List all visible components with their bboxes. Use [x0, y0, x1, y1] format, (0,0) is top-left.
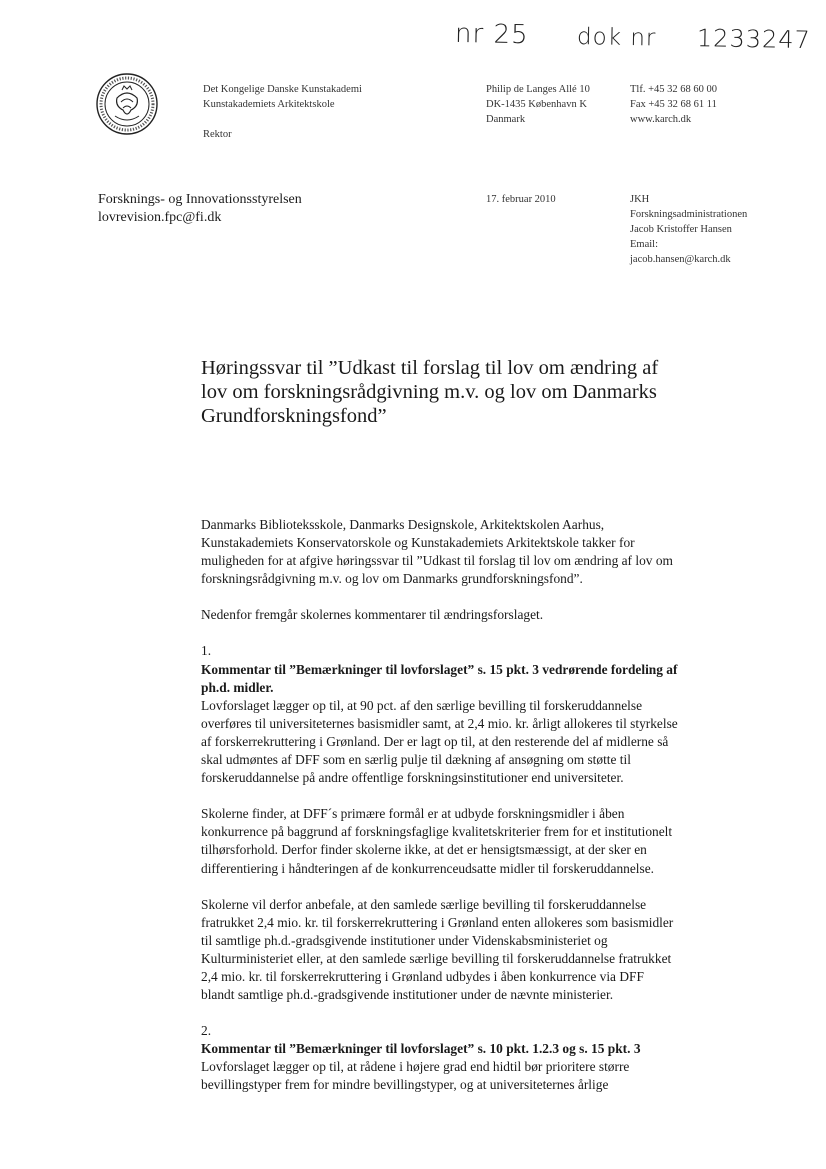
handwritten-annotation [455, 19, 811, 55]
website: www.karch.dk [630, 114, 692, 125]
sender-name: Jacob Kristoffer Hansen [630, 224, 732, 235]
intro-paragraph [201, 516, 771, 588]
sender-block [630, 192, 747, 267]
phone: Tlf. +45 32 68 60 00 [630, 84, 717, 95]
text-line: Kulturministeriet eller, at den samlede særlige bevilling til forskeruddannelse fratrukket [201, 950, 672, 966]
title-line: Grundforskningsfond” [201, 405, 387, 427]
text-line: til samtlige ph.d.-gradsgivende institutioner under Videnskabsministeriet og [201, 932, 608, 948]
section-2 [201, 1022, 771, 1094]
letterhead-contact [630, 82, 717, 127]
annotation-dok: dok nr [576, 24, 657, 52]
text-line: fratrukket 2,4 mio. kr. til forskerrekruttering i Grønland enten allokeres som basismidler [201, 914, 674, 930]
institution-line1: Det Kongelige Danske Kunstakademi [203, 84, 362, 95]
section-heading: Kommentar til ”Bemærkninger til lovforslaget” s. 10 pkt. 1.2.3 og s. 15 pkt. 3 [201, 1041, 641, 1057]
text-line: Danmarks Biblioteksskole, Danmarks Designskole, Arkitektskolen Aarhus, [201, 517, 605, 532]
text-line: 2,4 mio. kr. til forskerrekruttering i Grønland udbydes i åben konkurrence via DFF [201, 968, 644, 984]
text-line: af forskerrekruttering i Grønland. Der er lagt op til, at den resterende del af midlerne så [201, 733, 669, 749]
text-line: skal udmøntes af DFF som en særlig pulje til dækning af ansøgning om støtte til [201, 752, 631, 768]
document-title [201, 356, 658, 428]
text-line: konkurrence på baggrund af forskningsfaglige kvalitetskriterier frem for et institutionelt [201, 824, 673, 840]
seal-icon [95, 72, 159, 136]
annotation-nr: nr 25 [454, 18, 529, 51]
text-line: bevillingstyper frem for mindre bevillingstyper, og at universiteternes årlige [201, 1077, 609, 1093]
section-number: 2. [201, 1023, 212, 1039]
text-line: forskningsrådgivning m.v. og lov om Danmarks grundforskningsfond”. [201, 571, 583, 587]
title-line: lov om forskningsrådgivning m.v. og lov om Danmarks [201, 381, 657, 403]
section-number: 1. [201, 643, 212, 659]
sender-email-label: Email: [630, 239, 658, 250]
recipient-email: lovrevision.fpc@fi.dk [98, 210, 222, 225]
text-line: Kunstakademiets Konservatorskole og Kunstakademiets Arkitektskole takker for [201, 535, 635, 551]
recipient-block [98, 191, 302, 227]
annotation-number: 1233247 [696, 24, 812, 55]
address-line2: DK-1435 København K [486, 99, 587, 110]
letterhead-institution [203, 82, 362, 142]
letterhead-address [486, 82, 590, 127]
section-heading: Kommentar til ”Bemærkninger til lovforslaget” s. 15 pkt. 3 vedrørende fordeling af [201, 661, 678, 677]
letter-body [201, 516, 771, 1095]
text-line: Skolerne vil derfor anbefale, at den samlede særlige bevilling til forskeruddannelse [201, 896, 647, 912]
section-heading: ph.d. midler. [201, 679, 274, 695]
text-line: Lovforslaget lægger op til, at 90 pct. af den særlige bevilling til forskeruddannelse [201, 697, 643, 713]
title-line: Høringssvar til ”Udkast til forslag til lov om ændring af [201, 357, 659, 379]
address-line3: Danmark [486, 114, 526, 125]
text-line: blandt samtlige ph.d.-gradsgivende institutioner under de nævnte ministerier. [201, 987, 614, 1003]
intro-paragraph-2: Nedenfor fremgår skolernes kommentarer til ændringsforslaget. [201, 607, 544, 623]
institution-line2: Kunstakademiets Arkitektskole [203, 99, 335, 110]
text-line: Skolerne finder, at DFF´s primære formål er at udbyde forskningsmidler i åben [201, 806, 625, 822]
text-line: overføres til universiteternes basismidler samt, at 2,4 mio. kr. årligt allokeres til styrkelse [201, 715, 678, 731]
text-line: muligheden for at afgive høringssvar til ”Udkast til forslag til lov om ændring af lov om [201, 553, 673, 569]
office-label: Rektor [203, 129, 232, 140]
letter-date: 17. februar 2010 [486, 194, 556, 205]
recipient-name: Forsknings- og Innovationsstyrelsen [98, 192, 302, 207]
text-line: forskeruddannelse på andre offentlige forskningsinstitutioner end universiteter. [201, 770, 624, 786]
sender-department: Forskningsadministrationen [630, 209, 748, 220]
section-1 [201, 642, 771, 1004]
text-line: differentiering i håndteringen af de konkurrenceudsatte midler til forskeruddannelse. [201, 860, 655, 876]
text-line: Lovforslaget lægger op til, at rådene i højere grad end hidtil bør prioritere større [201, 1059, 630, 1075]
sender-email: jacob.hansen@karch.dk [630, 254, 731, 265]
address-line1: Philip de Langes Allé 10 [486, 84, 590, 95]
text-line: tilhørsforhold. Derfor finder skolerne ikke, at det er hensigtsmæssigt, at der sker en [201, 842, 647, 858]
fax: Fax +45 32 68 61 11 [630, 99, 717, 110]
sender-initials: JKH [630, 194, 650, 205]
academy-seal [95, 72, 159, 141]
